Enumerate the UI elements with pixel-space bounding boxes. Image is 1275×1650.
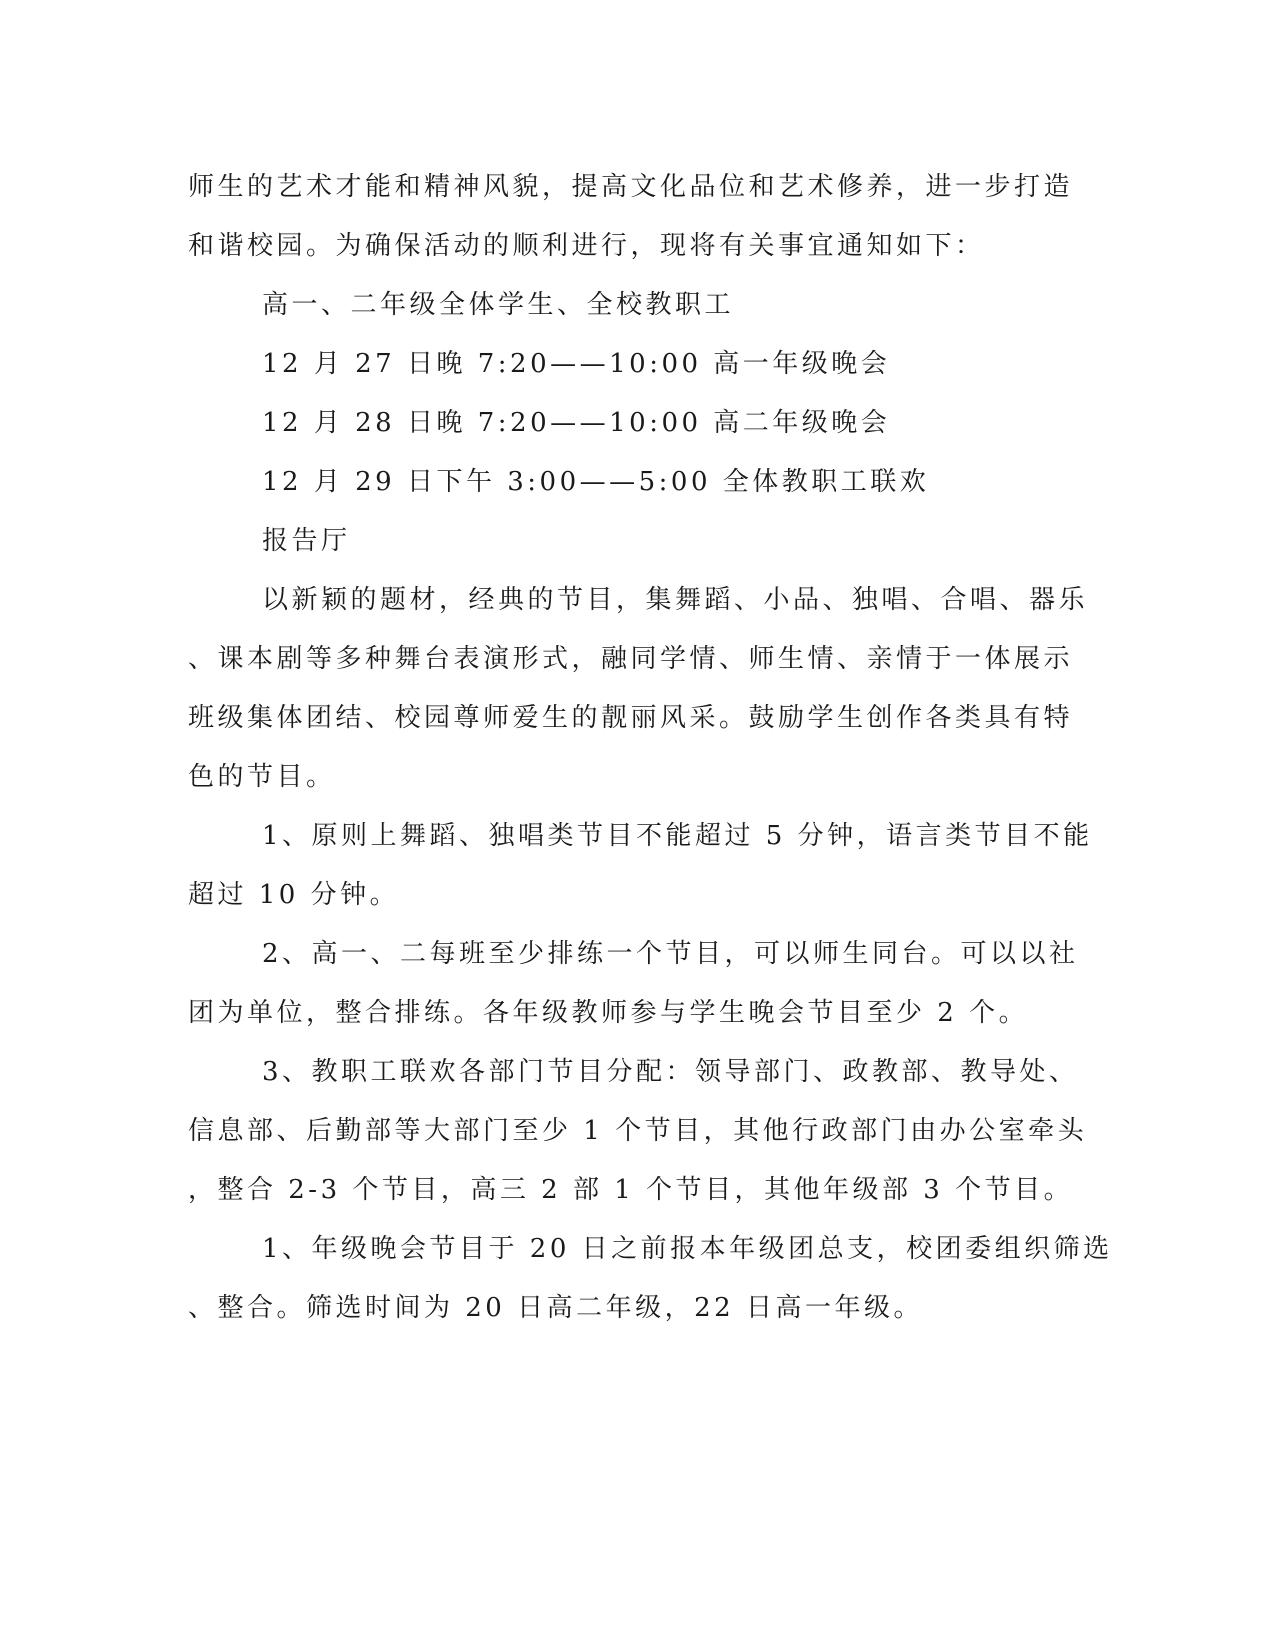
text-line: 2、高一、二每班至少排练一个节目，可以师生同台。可以以社 (262, 939, 1079, 969)
text-line: 12 月 27 日晚 7:20——10:00 高一年级晚会 (262, 349, 891, 379)
text-line: 以新颖的题材，经典的节目，集舞蹈、小品、独唱、合唱、器乐 (262, 585, 1089, 615)
text-line: 3、教职工联欢各部门节目分配：领导部门、政教部、教导处、 (262, 1057, 1079, 1087)
text-line: 色的节目。 (188, 762, 336, 792)
text-line: 12 月 28 日晚 7:20——10:00 高二年级晚会 (262, 408, 891, 438)
text-line: 师生的艺术才能和精神风貌，提高文化品位和艺术修养，进一步打造 (188, 172, 1074, 202)
text-line: 、课本剧等多种舞台表演形式，融同学情、师生情、亲情于一体展示 (188, 644, 1074, 674)
text-line: 和谐校园。为确保活动的顺利进行，现将有关事宜通知如下： (188, 231, 985, 261)
text-line: 、整合。筛选时间为 20 日高二年级，22 日高一年级。 (188, 1293, 923, 1323)
text-line: ，整合 2-3 个节目，高三 2 部 1 个节目，其他年级部 3 个节目。 (188, 1175, 1074, 1205)
text-line: 班级集体团结、校园尊师爱生的靓丽风采。鼓励学生创作各类具有特 (188, 703, 1074, 733)
text-line: 1、原则上舞蹈、独唱类节目不能超过 5 分钟，语言类节目不能 (262, 821, 1093, 851)
text-line: 12 月 29 日下午 3:00——5:00 全体教职工联欢 (262, 467, 930, 497)
text-line: 团为单位，整合排练。各年级教师参与学生晚会节目至少 2 个。 (188, 998, 1029, 1028)
text-line: 超过 10 分钟。 (188, 880, 400, 910)
text-line: 信息部、后勤部等大部门至少 1 个节目，其他行政部门由办公室牵头 (188, 1116, 1088, 1146)
text-line: 报告厅 (262, 526, 351, 556)
text-line: 1、年级晚会节目于 20 日之前报本年级团总支，校团委组织筛选 (262, 1234, 1113, 1264)
text-line: 高一、二年级全体学生、全校教职工 (262, 290, 735, 320)
